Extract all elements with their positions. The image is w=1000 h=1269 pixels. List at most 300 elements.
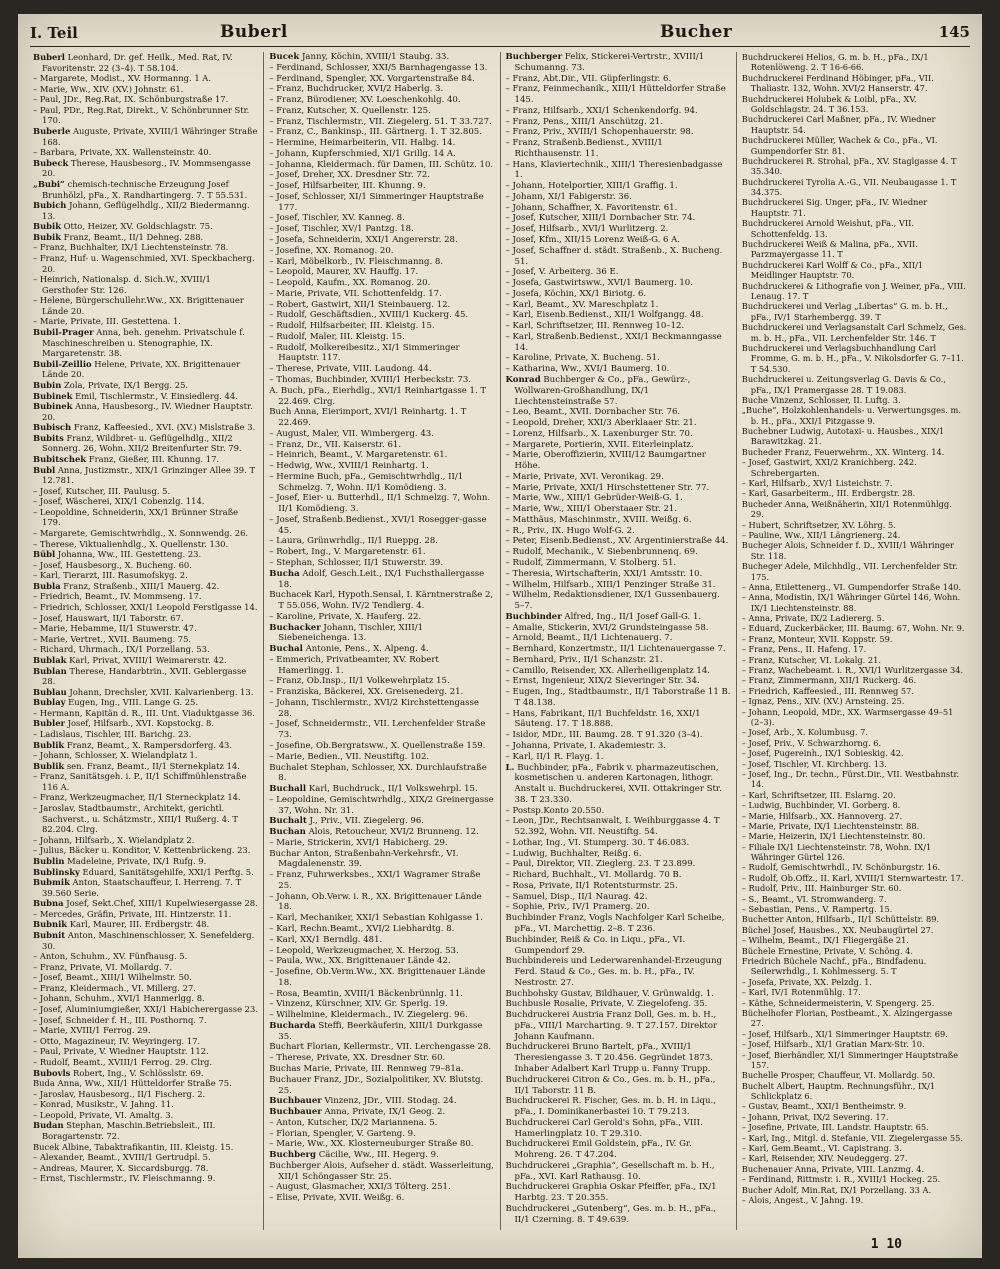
directory-entry: Bubin Zola, Private, IX/1 Bergg. 25. <box>33 379 189 390</box>
directory-entry: – Heinrich, Nationalsp. d. Sich.W., XVIII/1 Gersthofer Str. 126. <box>33 274 211 295</box>
directory-entry: – Josef, Pugereinh., IX/1 Sobieskig. 42. <box>741 748 904 759</box>
directory-entry: – Johann, Hotelportier, XIII/1 Graffig. 1. <box>505 181 678 192</box>
directory-entry: Bucek Albine, Tabaktrafikantin, III. Kleistg. 15. <box>33 1141 234 1152</box>
directory-entry: Buchdruckerei R. Fischer, Ges. m. b. H. in Liqu., pFa., I. Dominikanerbastei 10. T 79.213. <box>505 1096 716 1118</box>
directory-entry: – Lothar, Ing., VI. Stumperg. 30. T 46.083. <box>505 837 690 848</box>
directory-entry: Buchauer Franz, JDr., Sozialpolitiker, XV. Blutstg. 25. <box>269 1074 484 1096</box>
directory-entry: – Matthäus, Maschinmstr., XVIII. Weißg. 6. <box>505 514 692 525</box>
directory-entry: Bublik sen. Franz, Beamt., II/1 Sternekplatz 14. <box>33 760 240 771</box>
directory-entry: – Theresia, Wirtschafterin, XXI/1 Amtsstr. 10. <box>505 568 703 579</box>
directory-entry: Buchdruckerei „Graphia“, Gesellschaft m. b. H., pFa., XVI. Karl Rathausg. 10. <box>505 1160 715 1182</box>
directory-entry: – Therese, Viktualienhdlg., X. Quellenstr. 130. <box>33 538 229 549</box>
directory-entry: – Helene, Bürgerschullehr.Ww., XX. Brigittenauer Lände 20. <box>33 295 244 316</box>
directory-entry: – Ludwig, Buchhalter, Reißg. 6. <box>505 848 642 859</box>
directory-entry: – Rudolf, Molkereibesitz., XI/1 Simmeringer Hauptstr. 117. <box>269 342 460 364</box>
directory-entry: – Wilhelm, Beamt., IX/1 Fliegergäße 21. <box>741 935 909 946</box>
entry-name: Buchall <box>269 784 307 795</box>
directory-entry: Buda Anna, Ww., XII/1 Hütteldorfer Straße 75. <box>33 1078 232 1089</box>
directory-entry: – Eugen, Ing., Stadtbaumstr., II/1 Taborstraße 11 B. T 48.138. <box>505 687 731 708</box>
directory-entry: Buchart Florian, Kellermstr., VII. Lerchengasse 28. <box>269 1042 492 1053</box>
directory-entry: – Filiale IX/1 Liechtensteinstr. 78, Wohn. IX/1 Währinger Gürtel 126. <box>741 841 932 863</box>
directory-entry: Bubik Franz, Beamt., II/1 Dehneg. 288. <box>33 231 204 242</box>
directory-entry: Büchele Ernestine, Private, V. Schöng. 4. <box>741 945 914 956</box>
directory-entry: – Emmerich, Privatbeamter, XV. Robert Hamerlingg. 1. <box>269 654 439 676</box>
directory-entry: Buch Anna, Eierimport, XVI/1 Reinhartg. 1. T 22.469. <box>269 407 467 429</box>
directory-entry: Buchdruckerei Tyrolia A.-G., VII. Neubaugasse 1. T 34.375. <box>741 176 957 198</box>
directory-entry: – Franz, Straßenb.Bedienst., XVIII/1 Richthausenstr. 11. <box>505 138 663 159</box>
directory-entry: – Gustav, Beamt., XXI/1 Bentheimstr. 9. <box>741 1101 907 1112</box>
directory-entry: – Franz, Priv., XVIII/1 Schopenhauerstr. 98. <box>505 127 694 138</box>
directory-entry: – Josef, Gastwirt, XXI/2 Kranichberg. 242. Schrebergarten. <box>741 457 917 478</box>
directory-entry: – Rudolf, Zimmermann, V. Stolberg. 51. <box>505 557 677 568</box>
directory-entry: – Sophie, Priv., IV/1 Pramerg. 20. <box>505 902 650 913</box>
directory-entry: – Friedrich, Beamt., IV. Mommseng. 17. <box>33 591 202 602</box>
directory-entry: Bucheger Alois, Schneider f. D., XVIII/1 Währinger Str. 118. <box>741 540 954 561</box>
directory-entry: – Josef, Priv., V. Schwarzhorng. 6. <box>741 737 882 748</box>
directory-entry: Buchdruckerei Emil Goldstein, pFa., IV. Gr. Mohreng. 26. T 47.204. <box>505 1139 692 1161</box>
directory-entry: Buchas Marie, Private, III. Rennweg 79–81a. <box>269 1063 464 1074</box>
entry-name: Buberle <box>33 126 71 137</box>
entry-name: Bucharda <box>269 1020 316 1031</box>
directory-entry: Büchelhofer Florian, Postbeamt., X. Alzingergasse 27. <box>741 1007 953 1029</box>
entry-name: Bubovls <box>33 1067 71 1078</box>
directory-entry: – Josefine, XX. Romanog. 20. <box>269 245 394 256</box>
directory-entry: – Marie, Private, VII. Schottenfeldg. 17. <box>269 288 442 299</box>
entry-name: Bubil-Zeillio <box>33 358 92 369</box>
directory-entry: Bublak Karl, Privat, XVIII/1 Weimarerstr. 42. <box>33 654 227 665</box>
entry-name: Bubla <box>33 580 61 591</box>
directory-entry: Buchdruckerei Helios, G. m. b. H., pFa., IX/1 Rotenlöweng. 2. T 16-6-66. <box>741 52 929 73</box>
directory-entry: – Josefa, Private, XX. Pelzdg. 1. <box>741 976 872 987</box>
entry-name: Bubnik <box>33 919 68 930</box>
directory-entry: Friedrich Büchele Nachf., pFa., Bindfadenu. Seilerwrhdlg., I. Kohlmesserg. 5. T <box>741 955 927 977</box>
directory-entry: Bubnik Karl, Maurer, III. Erdbergstr. 48. <box>33 919 210 930</box>
directory-entry: – Franz, Monteur, XVII. Koppstr. 59. <box>741 633 893 644</box>
directory-entry: – Wilhelm, Hilfsarb., XIII/1 Penzinger Straße 31. <box>505 579 716 590</box>
directory-entry: – Franz, Hilfsarb., XXI/1 Schenkendorfg. 94. <box>505 105 698 116</box>
directory-entry: – Karl, Eisenb.Bedienst., XII/1 Wolfgangg. 48. <box>505 310 704 321</box>
directory-entry: Buchdruckerei Weiß & Malina, pFa., XVII. Parzmayergasse 11. T <box>741 239 918 260</box>
directory-entry: Konrad Buchberger & Co., pFa., Gewürz-, Wollwaren-Großhandlung, IX/1 Liechtensteinstraße 57. <box>505 374 691 407</box>
directory-entry: – Franziska, Bäckerei, XX. Greisenederg. 21. <box>269 687 464 698</box>
entry-name: Bublau <box>33 686 67 697</box>
directory-entry: – Karl, Mechaniker, XXI/1 Sebastian Kohlgasse 1. <box>269 913 483 924</box>
directory-entry: – Thomas, Buchbinder, XVIII/1 Herbeckstr. 73. <box>269 374 472 385</box>
directory-entry: – Karl, Möbelkorb., IV. Fleischmanng. 8. <box>269 256 444 267</box>
directory-entry: Bubler Josef, Hilfsarb., XVI. Kopstockg. 8. <box>33 718 215 729</box>
directory-entry: Bublinsky Eduard, Sanitätsgehilfe, XXI/1 Perftg. 5. <box>33 866 254 877</box>
directory-entry: – Paul, Private, V. Wiedner Hauptstr. 112. <box>33 1046 209 1057</box>
directory-entry: – Franz, C., Bankinsp., III. Gärtnerg. 1. T 32.805. <box>269 127 482 138</box>
directory-entry: Buchelle Prosper, Chauffeur, VI. Mollardg. 50. <box>741 1070 936 1081</box>
directory-entry: – Marie, Ww., XIII/1 Gebrüder-Weiß-G. 1. <box>505 493 683 504</box>
directory-entry: – Josefa, Schneiderin, XXI/1 Angererstr. 28. <box>269 235 458 246</box>
directory-entry: Buchdruckerei „Gutenberg“, Ges. m. b. H., pFa., II/1 Czerning. 8. T 49.639. <box>505 1203 717 1225</box>
directory-entry: – Leopold, Dreher, XXI/3 Aberklaaer Str. 21. <box>505 418 697 429</box>
directory-entry: – Franz, Kleidermach., VI. Millerg. 27. <box>33 982 196 993</box>
directory-entry: – Rudolf, Gemischtwrhdl., IV. Schönburgstr. 16. <box>741 862 941 873</box>
directory-entry: – Hans, Klaviertechnik., XIII/1 Theresienbadgasse 1. <box>505 159 723 181</box>
entry-name: Bubich <box>33 200 67 211</box>
directory-entry: Buchdruckerei Sig. Unger, pFa., IV. Wiedner Hauptstr. 71. <box>741 197 928 218</box>
directory-entry: – Sebastian, Pens., V. Rampertg. 15. <box>741 904 893 915</box>
directory-entry: – Hermine Buch, pFa., Gemischtwrhdlg., II/1 Schmelzg. 7, Wohn. II/1 Komödieng. 3. <box>269 471 464 493</box>
directory-entry: – Rudolf, Geschäftsdien., XVIII/1 Kuckerg. 45. <box>269 310 469 321</box>
directory-entry: – Camillo, Reisender, XX. Allerheiligenplatz 14. <box>505 665 711 676</box>
directory-entry: – Karoline, Private, X. Hauferg. 22. <box>269 611 422 622</box>
directory-entry: – Julius, Bäcker u. Konditor, V. Kettenbrückeng. 23. <box>33 845 251 856</box>
directory-entry: – Johann, XI/1 Fabigerstr. 36. <box>505 191 632 202</box>
directory-entry: Buchal Antonie, Pens., X. Alpeng. 4. <box>269 644 429 655</box>
directory-entry: Buchbusle Rosalie, Private, V. Ziegelofeng. 35. <box>505 999 708 1010</box>
directory-entry: – Robert, Ing., V. Margaretenstr. 61. <box>269 547 426 558</box>
directory-entry: – Franz, Abt.Dir., VII. Güpferlingstr. 6. <box>505 73 672 84</box>
directory-entry: – Pauline, Ww., XII/1 Längrienerg. 24. <box>741 529 901 540</box>
directory-entry: – Karl, Hilfsarb., XV/1 Listeichstr. 7. <box>741 478 893 489</box>
directory-entry: – Johanna, Private, I. Akademiestr. 3. <box>505 741 666 751</box>
directory-entry: – Vinzenz, Kürschner, XIV. Gr. Sperlg. 19. <box>269 999 448 1010</box>
directory-entry: Buchacek Karl, Hypoth.Sensal, I. Kärntnerstraße 2, T 55.056, Wohn. IV/2 Tendlerg. 4. <box>269 590 494 612</box>
directory-entry: Buberl Leonhard, Dr. gef. Heilk., Med. Rat, IV. Favoritenstr. 22 (3–4). T 58.104. <box>33 52 233 73</box>
directory-entry: Bubitschek Franz, Gießer, III. Khunng. 17. <box>33 453 220 464</box>
directory-entry: – Josef, Straßenb.Bedienst., XVI/1 Rosegger-gasse 45. <box>269 514 487 536</box>
directory-entry: Buchelt Albert, Hauptm. Rechnungsführ., IX/1 Schlickplatz 6. <box>741 1080 936 1102</box>
directory-entry: – Leopoldine, Schneiderin, XX/1 Brünner Straße 179. <box>33 506 239 528</box>
directory-entry: – Marie, Private, III. Gestettena. 1. <box>33 316 181 327</box>
directory-entry: – Jaroslav, Stadtbaumstr., Architekt, gerichtl. Sachverst., u. Schätzmstr., XIII/1 Rußerg. 4. T 82.204. Clrg. <box>33 803 239 835</box>
directory-entry: – Rudolf, Hilfsarbeiter, III. Kleistg. 15. <box>269 321 435 332</box>
entry-name: Buchberger <box>505 52 563 62</box>
directory-entry: – Friedrich, Schlosser, XXI/1 Leopold Ferstlgasse 14. <box>33 602 258 613</box>
directory-entry: – Wilhelmine, Kleidermach., IV. Ziegelerg. 96. <box>269 1010 468 1021</box>
directory-entry: – Arnold, Beamt., II/1 Lichtenauerg. 7. <box>505 633 673 644</box>
directory-entry: – Josef, Kutscher, XIII/1 Dornbacher Str. 74. <box>505 213 696 224</box>
directory-entry: Bubich Johann, Geflügelhdlg., XII/2 Biedermanng. 13. <box>33 200 250 221</box>
directory-entry: – Josef, Schaffner d. städt. Straßenb., X. Bucheng. 51. <box>505 245 723 267</box>
directory-entry: – Amalie, Stickerin, XVI/2 Grundsteingasse 58. <box>505 622 709 633</box>
directory-entry: Bublin Madeleine, Private, IX/1 Rufg. 9. <box>33 855 207 866</box>
directory-entry: Buchacker Johann, Tischler, XIII/1 Siebeneichenga. 13. <box>269 622 424 644</box>
directory-entry: – Bernhard, Konzertmstr., II/1 Lichtenauergasse 7. <box>505 644 726 655</box>
directory-entry: – Richard, Uhrmach., IX/1 Porzellang. 53. <box>33 644 210 655</box>
directory-entry: Buchbinder Franz, Vogls Nachfolger Karl Scheibe, pFa., VI. Marchettig. 2–8. T 236. <box>505 913 725 935</box>
directory-entry: – Bernhard, Priv., II/1 Schanzstr. 21. <box>505 654 663 665</box>
directory-entry: – Karl, IV/1 Rotenmühlg. 17. <box>741 987 861 998</box>
entry-name: Buchal <box>269 644 303 655</box>
directory-entry: Buchall Karl, Buchdruck., II/1 Volkswehrpl. 15. <box>269 784 478 795</box>
directory-entry: Buchbinder, Reiß & Co. in Liqu., pFa., VI. Gumpendorf 29. <box>505 934 686 956</box>
directory-entry: Bubovls Robert, Ing., V. Schlösslstr. 69. <box>33 1067 204 1078</box>
directory-entry: – Johann, Ob.Verw. i. R., XX. Brigittenauer Lände 18. <box>269 891 482 913</box>
page-number: 145 <box>938 23 970 41</box>
directory-entry: – Karl, Beamt., XV. Mareschplatz 1. <box>505 299 659 310</box>
directory-entry: – Karl, Straßenb.Bedienst., XXI/1 Beckmanngasse 14. <box>505 331 722 353</box>
directory-entry: – Stephan, Schlosser, II/1 Stuwerstr. 39. <box>269 557 444 568</box>
directory-entry: Bucheder Franz, Feuerwehrm., XX. Winterg. 14. <box>741 446 945 457</box>
directory-entry: – Josef, Tischler, XV/1 Pantzg. 18. <box>269 224 414 235</box>
directory-entry: – Marie, Hebamme, II/1 Stuwerstr. 47. <box>33 623 197 634</box>
directory-entry: – Paul, Direktor, VII. Zieglerg. 23. T 23.899. <box>505 859 696 870</box>
column-2 <box>264 52 500 1230</box>
directory-entry: – Marie, Bedien., VII. Neustiftg. 102. <box>269 751 430 762</box>
entry-name: Buchbauer <box>269 1096 322 1107</box>
directory-entry: Buchdruckerei Bruno Bartelt, pFa., XVIII/1 Theresiengasse 3. T 20.456. Gegründet 1873. Inhaber Adalbert Karl Trupp u. Fanny Trupp. <box>505 1042 713 1074</box>
entry-name: Bubitschek <box>33 453 87 464</box>
entry-name: Bubl <box>33 464 56 475</box>
directory-page <box>18 14 982 1258</box>
directory-entry: – Marie, Oberoffizierin, XVIII/12 Baumgartner Höhe. <box>505 450 706 472</box>
directory-entry: – Ernst, Ingenieur, XIX/2 Sieveringer Str. 34. <box>505 676 700 687</box>
column-1 <box>28 52 264 1230</box>
directory-entry: – Laura, Grünwrhdlg., II/1 Rueppg. 28. <box>269 536 439 547</box>
directory-entry: – Otto, Magazineur, IV. Weyringerg. 17. <box>33 1035 201 1046</box>
directory-entry: – Anna, Etilettenerg., VI. Gumpendorfer Straße 140. <box>741 581 962 592</box>
directory-entry: – Leo, Beamt., XVII. Dornbacher Str. 76. <box>505 407 681 418</box>
directory-entry: Buche Vinzenz, Schlosser, II. Luftg. 3. <box>741 394 901 405</box>
directory-entry: Buchdruckerei und Verlagsanstalt Carl Schmelz, Ges. m. b. H., pFa., VII. Lerchenfelder Str. 146. T <box>741 322 967 343</box>
entry-name: Bucek <box>269 52 300 62</box>
directory-entry: Budan Stephan, Maschin.Betriebsleit., III. Boragartenstr. 72. <box>33 1120 216 1141</box>
directory-entry: – Franz, Werkzeugmacher, II/1 Sterneckplatz 14. <box>33 792 241 803</box>
directory-entry: – Rudolf, Mechanik., V. Siebenbrunnenq. 69. <box>505 547 698 558</box>
directory-entry: – Johann, Hilfsarb., X. Wielandplatz 2. <box>33 834 195 845</box>
directory-entry: Bubnit Anton, Maschinenschlosser, X. Senefelderg. 30. <box>33 929 255 951</box>
entry-name: Bubler <box>33 718 65 729</box>
directory-entry: – Margarete, Modist., XV. Hormanng. 1 A. <box>33 73 212 84</box>
directory-entry: – Rudolf, Priv., III. Hainburger Str. 60. <box>741 883 902 894</box>
directory-entry: Buchalt J., Priv., VII. Ziegelerg. 96. <box>269 816 424 827</box>
directory-entry: Buchdruckerei Ferdinand Höbinger, pFa., VII. Thaliastr. 132, Wohn. XVI/2 Hanserstr. 47. <box>741 72 934 94</box>
directory-entry: – Franz, Kutscher, VI. Lokalg. 21. <box>741 654 882 665</box>
directory-entry: Buchebner Ludwig, Autotaxi- u. Hausbes., XIX/1 Barawitzkag. 21. <box>741 426 945 447</box>
directory-entry: – Leopoldine, Gemischtwrhdlg., XIX/2 Greinergasse 37, Wohn. Nr. 31. <box>269 794 494 816</box>
directory-entry: – Isidor, MDr., III. Baumg. 28. T 91.320 (3–4). <box>505 730 703 741</box>
directory-entry: Buchdruckerei Holubek & Loibl, pFa., XV. Goldschlagstr. 24. T 36.153. <box>741 93 917 114</box>
part-label: I. Teil <box>30 24 78 42</box>
directory-entry: – Franz, Fuhrwerksbes., XXI/1 Wagramer Straße 25. <box>269 870 481 891</box>
directory-entry: L. Buchbinder, pFa., Fabrik v. pharmazeutischen, kosmetischen u. anderen Kartonagen, lithogr. Anstalt u. Buchdruckerei, XVII. Ottakringer Str. 38. T 23.330. <box>505 762 722 805</box>
entry-name: Bublak <box>33 654 67 665</box>
directory-entry: Bucharda Steffi, Beerkäuferin, XIII/1 Durkgasse 35. <box>269 1020 483 1042</box>
entry-name: Bubisch <box>33 422 72 433</box>
directory-entry: – Ferdinand, Spengler, XX. Vorgartenstraße 84. <box>269 73 475 84</box>
entry-name: Bubmik <box>33 877 70 888</box>
directory-entry: – Karoline, Private, X. Bucheng. 51. <box>505 353 660 364</box>
directory-entry: – Marie, Private, IX/1 Liechtensteinstr. 88. <box>741 820 920 831</box>
entry-name: Buchalt <box>269 816 307 827</box>
directory-entry: – Karl, Ing., Mitgl. d. Stefanie, VII. Ziegelergasse 55. <box>741 1132 964 1143</box>
directory-entry: – Josef, V. Arbeiterg. 36 E. <box>505 267 619 278</box>
directory-entry: – Franz, Tischlermstr., VII. Ziegelerg. 51. T 33.727. <box>269 116 492 127</box>
directory-entry: – Karl, Gem.Beamt., VI. Capistrang. 3. <box>741 1143 902 1154</box>
directory-entry: A. Buch, pFa., Eierhdlg., XVI/1 Reinhartgasse 1. T 22.469. Clrg. <box>269 385 487 407</box>
entry-name: Bubil-Prager <box>33 327 94 338</box>
directory-entry: Buchdruckerei Graphia Oskar Pfeiffer, pFa., IX/1 Harbtg. 23. T 20.355. <box>505 1182 717 1204</box>
entry-name: Buberl <box>33 52 65 62</box>
directory-entry: Buchenauer Anna, Private, VIII. Lanzmg. 4. <box>741 1163 925 1174</box>
directory-entry: – Josefa, Gastwirtsww., XVI/1 Baumerg. 10. <box>505 278 693 289</box>
directory-entry: – Therese, Private, XX. Dresdner Str. 60. <box>269 1053 446 1064</box>
directory-entry: – Alois, Angest., V. Jahng. 19. <box>741 1194 864 1205</box>
directory-entry: – Josef, Aluminiumgießer, XXI/1 Habicherergasse 23. <box>33 1004 259 1015</box>
directory-entry: – Käthe, Schneidermeisterin, V. Spengerg. 25. <box>741 997 935 1008</box>
directory-entry: – Margarete, Gemischtwrhdlg., X. Sonnwendg. 26. <box>33 528 249 539</box>
directory-entry: „Buche“, Holzkohlenhandels- u. Verwertungsges. m. b. H., pFa., XXI/1 Pitzgasse 9. <box>741 405 961 426</box>
directory-entry: – Hedwig, Ww., XVIII/1 Reinhartg. 1. <box>269 461 429 472</box>
column-4 <box>737 52 972 1230</box>
directory-entry: – Josef, Dreher, XX. Dresdner Str. 72. <box>269 170 430 181</box>
directory-entry: – Hermine, Heimarbeiterin, VII. Halbg. 14. <box>269 138 456 149</box>
directory-entry: Buchberger Alois, Aufseher d. städt. Wasserleitung, XII/1 Schöngasser Str. 25. <box>269 1160 494 1182</box>
directory-entry: – Marie, Ww., XIII/1 Oberstaaer Str. 21. <box>505 504 678 515</box>
directory-entry: Buchan Alois, Retoucheur, XVI/2 Brunneng. 12. <box>269 827 479 838</box>
entry-name: Bublan <box>33 665 67 676</box>
directory-entry: – Anna, Modistin, IX/1 Währinger Gürtel 146, Wohn. IX/1 Liechtensteinstr. 88. <box>741 592 961 613</box>
directory-entry: – Ludwig, Buchbinder, VI. Gorberg. 8. <box>741 800 901 811</box>
directory-entry: – Josef, Hilfsarb., XVI/1 Wurlitzerg. 2. <box>505 224 669 235</box>
catchword-right: Bucher <box>660 22 733 42</box>
directory-entry: – Marie, Heizerin, IX/1 Liechtensteinstr. 80. <box>741 831 926 842</box>
directory-entry: – Leopold, Private, VI. Amaltg. 3. <box>33 1109 174 1120</box>
directory-entry: – Rudolf, Maler, III. Kleistg. 15. <box>269 331 405 342</box>
directory-entry: – Friedrich, Kaffeesied., III. Rennweg 57. <box>741 685 915 696</box>
directory-entry: – Leopold, Werkzeugmacher, X. Herzog. 53. <box>269 945 459 956</box>
directory-entry: Bubik Otto, Heizer, XV. Goldschlagstr. 75. <box>33 221 213 232</box>
directory-entry: – Josefine, Ob.Bergratsww., X. Quellenstraße 159. <box>269 741 486 751</box>
directory-entry: – Wilhelm, Redaktionsdiener, IX/1 Gussenbauerg. 5–7. <box>505 590 720 612</box>
page-header <box>30 20 970 47</box>
entry-name: Bubik <box>33 221 62 232</box>
directory-entry: Bubil-Zeillio Helene, Private, XX. Brigittenauer Lände 20. <box>33 358 241 380</box>
directory-entry: – Konrad, Musikstr., V. Jahng. 11. <box>33 1099 174 1110</box>
directory-entry: – Franz, Private, VI. Mollardg. 7. <box>33 961 173 972</box>
entry-name: Bublin <box>33 855 65 866</box>
directory-entry: – Josef, Ing., Dr. techn., Fürst.Dir., VII. Westbahnstr. 14. <box>741 768 960 790</box>
directory-entry: Bubinek Anna, Hausbesorg., IV. Wiedner Hauptstr. 20. <box>33 401 253 422</box>
directory-entry: – Josef, Schneidermstr., VII. Lerchenfelder Straße 73. <box>269 719 486 741</box>
entry-name: Bübl <box>33 549 56 560</box>
directory-entry: – Josef, Hilfsarb., XI/1 Gratian Marx-Str. 10. <box>741 1039 925 1050</box>
directory-entry: – Leopold, Kaufm., XX. Romanog. 20. <box>269 278 431 289</box>
directory-entry: Buchberg Cäcilie, Ww., III. Hegerg. 9. <box>269 1150 439 1161</box>
directory-entry: Buchbauer Anna, Private, IX/1 Geog. 2. <box>269 1107 446 1118</box>
directory-entry: Buchdruckerei und Verlag „Libertas“ G. m. b. H., pFa., IV/1 Starhembergg. 39. T <box>741 301 948 322</box>
directory-entry: Buchbindereis und Lederwarenhandel-Erzeugung Ferd. Staud & Co., Ges. m. b. H., pFa., IV. Nestrostr. 27. <box>505 956 722 988</box>
directory-entry: Buchalet Stephan, Schlosser, XX. Durchlaufstraße 8. <box>269 762 487 784</box>
directory-entry: – Josef, Schneider f. H., III. Posthornq. 7. <box>33 1014 207 1025</box>
directory-entry: – Franz, Buchhalter, IX/1 Liechtensteinstr. 78. <box>33 242 229 253</box>
directory-entry: „Bubi“ chemisch-technische Erzeugung Josef Brunhölzl, pFa., X. Randhartingerg. 7. T 55.531. <box>33 178 248 200</box>
directory-entry: Buchbinder Alfred, Ing., II/1 Josef Gall-G. 1. <box>505 611 702 622</box>
directory-entry: Bubmik Anton, Staatschauffeur, I. Herreng. 7. T 39.560 Serie. <box>33 877 242 898</box>
entry-name: Buchbauer <box>269 1107 322 1118</box>
directory-entry: – Franz, Sanitätsgeh. i. P., II/1 Schiffmühlenstraße 116 A. <box>33 771 247 792</box>
catchword-left: Buberl <box>220 22 288 42</box>
directory-entry: – Johanna, Kleidermach. für Damen, III. Schütz. 10. <box>269 159 494 170</box>
entry-name: Bubeck <box>33 157 69 168</box>
directory-entry: – Josef, Hauswart, II/1 Taborstr. 67. <box>33 612 184 623</box>
entry-name: Buchan <box>269 827 306 838</box>
directory-entry: – Karl, XX/1 Berndlg. 481. <box>269 934 383 945</box>
directory-entry: Buchdruckerei Carl Gerold's Sohn, pFa., VIII. Hamerlingplatz 10. T 29.310. <box>505 1117 703 1139</box>
directory-entry: Bubl Anna, Justizmstr., XIX/1 Grinzinger Allee 39. T 12.781. <box>33 464 256 486</box>
directory-entry: – Josef, Schlosser, XI/1 Simmeringer Hauptstraße 177. <box>269 191 484 213</box>
directory-entry: Bublau Johann, Drechsler, XVII. Kalvarienberg. 13. <box>33 686 254 697</box>
directory-entry: – Karl, Schriftsetzer, III. Rennweg 10–12. <box>505 321 685 332</box>
directory-entry: – Josef, Hilfsarbeiter, III. Khunng. 9. <box>269 181 426 192</box>
directory-entry: – Margarete, Portierin, XVII. Eiterleinplatz. <box>505 439 694 450</box>
directory-entry: – Josef, Bierhändler, XI/1 Simmeringer Hauptstraße 157. <box>741 1049 959 1070</box>
directory-entry: – Anton, Schuhm., XV. Fünfhausg. 5. <box>33 951 188 962</box>
directory-entry: Buchbohsky Gustav, Bildhauer, V. Grünwaldg. 1. <box>505 988 714 999</box>
directory-entry: Buchdruckerei Citron & Co., Ges. m. b. H., pFa., II/1 Taborstr. 11 B. <box>505 1074 716 1096</box>
directory-entry: – S., Beamt., VI. Stromwanderg. 7. <box>741 893 887 904</box>
entry-name: Bubits <box>33 432 64 443</box>
directory-entry: – Josef, Hilfsarb., XI/1 Simmeringer Hauptstr. 69. <box>741 1028 948 1039</box>
directory-entry: – Josef, Tischler, VI. Kirchberg. 13. <box>741 758 887 769</box>
directory-entry: Bubinek Emil, Tischlermstr., V. Einsiedlerg. 44. <box>33 390 238 401</box>
directory-entry: – Therese, Private, VIII. Laudong. 44. <box>269 364 432 375</box>
directory-entry: – Hubert, Schriftsetzer, XV. Löhrg. 5. <box>741 519 896 530</box>
directory-entry: – Robert, Gastwirt, XII/1 Steinbauerg. 12. <box>269 299 451 310</box>
directory-entry: – Ferdinand, Rittmstr. i. R., XVIII/1 Hockeg. 25. <box>741 1174 941 1185</box>
directory-entry: – Paul, PDr., Reg.Rat, Direkt., V. Schönbrunner Str. 170. <box>33 104 250 126</box>
directory-entry: – Franz, Kutscher, X. Quellenstr. 125. <box>269 105 431 116</box>
directory-entry: – Johann, Tischlermstr., XVI/2 Kirchstettengasse 28. <box>269 697 479 719</box>
column-3 <box>501 52 737 1230</box>
directory-entry: – Rudolf, Ob.Offz., II. Karl, XVIII/1 Sternwartestr. 17. <box>741 872 964 883</box>
entry-name: Bublik <box>33 760 65 771</box>
directory-entry: Bubeck Therese, Hausbesorg., IV. Mommsengasse 20. <box>33 157 251 179</box>
entry-name: Bublinsky <box>33 866 80 877</box>
entry-name: Buchbinder <box>505 611 562 622</box>
directory-entry: Bublay Eugen, Ing., VIII. Lange G. 25. <box>33 697 199 708</box>
directory-entry: Bublik Franz, Beamt., X. Rampersdorferg. 43. <box>33 739 233 750</box>
entry-name: Bucha <box>269 568 300 579</box>
directory-entry: Buchdruckerei Karl Wolff & Co., pFa., XII/1 Meidlinger Hauptstr. 70. <box>741 259 924 281</box>
directory-entry: – Hermann, Kapitän d. R., III. Unt. Viaduktgasse 36. <box>33 707 255 718</box>
entry-name: Bublik <box>33 739 65 750</box>
directory-entry: – Franz, Pens., II. Hafeng. 17. <box>741 644 867 655</box>
directory-entry: Bübl Johanna, Ww., III. Gestetteng. 23. <box>33 549 202 560</box>
entry-name: Bubnit <box>33 929 66 940</box>
directory-entry: – Rosa, Private, II/1 Rotentsturmstr. 25. <box>505 880 678 891</box>
entry-name: L. <box>505 762 515 773</box>
directory-entry: – Peter, Eisenb.Bedienst., XV. Argentinierstraße 44. <box>505 536 729 547</box>
directory-entry: – Johann, Kupferschmied, XI/1 Grillg. 14 A. <box>269 148 456 159</box>
directory-entry: – Richard, Buchhalt., VI. Mollardg. 70 B. <box>505 870 682 881</box>
entry-name: „Bubi“ <box>33 178 65 189</box>
entry-name: Bubinek <box>33 401 73 412</box>
entry-name: Buchberg <box>269 1150 316 1161</box>
directory-entry: – Franz, Pens., XIII/1 Anschützg. 21. <box>505 116 664 127</box>
directory-entry: – Josef, Tischler, XV. Kanneg. 8. <box>269 213 405 224</box>
directory-entry: – Franz, Wachebeamt. i. R., XVI/1 Wurlitzergasse 34. <box>741 665 964 676</box>
directory-entry: – Marie, XVIII/1 Ferrog. 29. <box>33 1025 151 1036</box>
directory-entry: – Anna, Private, IX/2 Ladiererg. 5. <box>741 613 885 624</box>
directory-entry: – Ferdinand, Schlosser, XXI/5 Barnhagengasse 13. <box>269 62 488 73</box>
directory-entry: – Josef, Arb., X. Kolumbusg. 7. <box>741 727 868 738</box>
directory-entry: – Josef, Beamt., XIII/1 Wilhelmstr. 50. <box>33 972 192 983</box>
directory-entry: – Johann, Schaffner, X. Favoritenstr. 61. <box>505 202 678 213</box>
directory-entry: – Karl, Rechn.Beamt., XVI/2 Liebhardtg. 8. <box>269 924 455 935</box>
directory-entry: Bublan Therese, Handarbtrin., XVII. Geblergasse 28. <box>33 665 247 687</box>
directory-entry: – Franz, Dr., VII. Kaiserstr. 61. <box>269 439 402 450</box>
directory-entry: – Samuel, Disp., II/1 Naurag. 42. <box>505 891 648 902</box>
directory-entry: Buchar Anton, Straßenbahn-Verkehrsfr., VI. Magdalenenstr. 39. <box>269 848 459 870</box>
directory-entry: – Josefa, Köchin, XX/1 Biriotg. 6. <box>505 288 647 299</box>
directory-entry: Büchel Josef, Hausbes., XX. Neubaugürtel 27. <box>741 924 934 935</box>
